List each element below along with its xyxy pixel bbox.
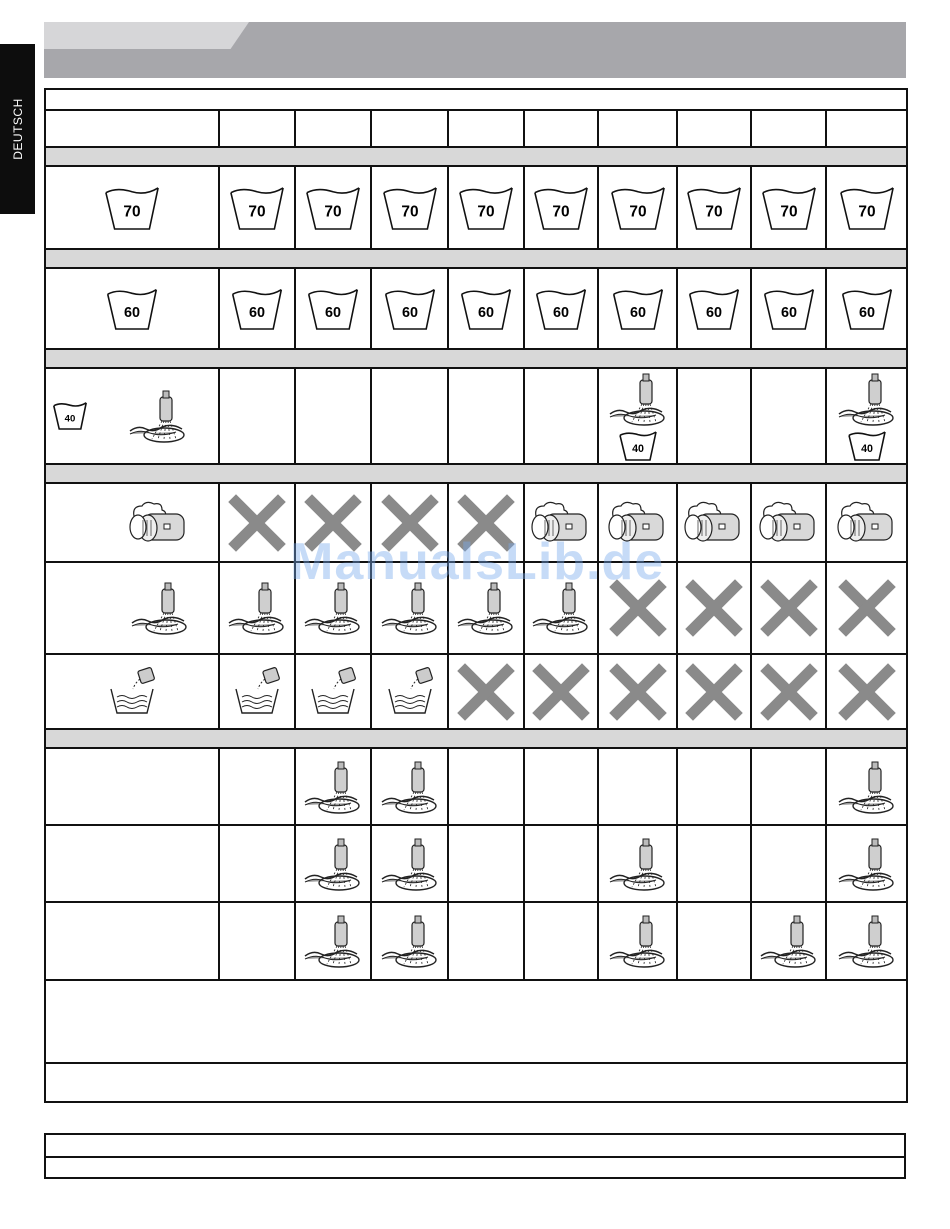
tumble-dryer-icon	[758, 500, 820, 546]
row-label-cell	[45, 483, 219, 562]
icon-group	[827, 758, 906, 816]
icon-group	[752, 663, 825, 721]
row-label-cell	[45, 902, 219, 980]
temperature-label: 60	[401, 304, 418, 321]
spray-bottle-icon	[380, 579, 440, 637]
spray-bottle-icon	[456, 579, 516, 637]
table-cell	[448, 368, 524, 464]
table-cell	[751, 368, 826, 464]
table-cell	[524, 368, 598, 464]
icon-group	[296, 758, 370, 816]
wash-tub-icon	[847, 430, 887, 462]
table-cell	[219, 268, 295, 349]
table-cell	[598, 654, 677, 729]
cross-icon	[685, 663, 743, 721]
cross-icon	[457, 663, 515, 721]
title-row	[45, 89, 907, 110]
spray-bottle-icon	[837, 835, 897, 893]
tumble-dryer-icon	[128, 500, 190, 546]
table-cell	[219, 483, 295, 562]
icon-group	[449, 494, 523, 552]
table-cell	[295, 825, 371, 902]
row-label-cell	[45, 654, 219, 729]
table-cell	[371, 562, 448, 654]
spray-bottle-icon	[303, 912, 363, 970]
title-cell	[45, 89, 907, 110]
table-cell	[598, 368, 677, 464]
wash-tub-icon	[383, 287, 437, 331]
table-cell	[677, 268, 751, 349]
header-highlight	[44, 22, 249, 49]
icon-group	[827, 835, 906, 893]
temperature-label: 60	[629, 304, 646, 321]
table-cell	[826, 166, 907, 249]
table-cell	[598, 483, 677, 562]
band-cell	[45, 249, 907, 268]
temperature-label: 70	[552, 202, 570, 220]
spray-bottle-icon	[608, 835, 668, 893]
icon-group	[599, 287, 676, 331]
header-cell	[826, 110, 907, 147]
table-cell	[371, 368, 448, 464]
spray-bottle-icon	[837, 912, 897, 970]
icon-group	[525, 579, 597, 637]
spray-bottle-icon	[837, 370, 897, 428]
table-cell	[448, 902, 524, 980]
table-cell	[448, 654, 524, 729]
spray-bottle-icon	[380, 758, 440, 816]
footer-box	[44, 1133, 906, 1179]
icon-group	[220, 287, 294, 331]
extra-row-2	[45, 825, 907, 902]
wash-tub-icon	[52, 401, 88, 431]
table-cell	[219, 654, 295, 729]
band-cell	[45, 147, 907, 166]
icon-group	[372, 758, 447, 816]
icon-group	[525, 287, 597, 331]
spray-bottle-icon	[608, 370, 668, 428]
header-cell	[448, 110, 524, 147]
cross-icon	[304, 494, 362, 552]
wash-tub-icon	[687, 287, 741, 331]
dryer-row	[45, 483, 907, 562]
table-cell	[751, 902, 826, 980]
tumble-dryer-icon	[530, 500, 592, 546]
row-label-cell	[45, 166, 219, 249]
table-cell	[219, 562, 295, 654]
header-cell	[295, 110, 371, 147]
table-cell	[524, 825, 598, 902]
row-label-cell	[45, 562, 219, 654]
icon-group	[46, 579, 218, 637]
header-cell	[371, 110, 448, 147]
icon-group	[599, 579, 676, 637]
temperature-label: 70	[123, 202, 141, 220]
spray-bottle-icon	[303, 835, 363, 893]
table-cell	[524, 654, 598, 729]
temperature-label: 70	[705, 202, 723, 220]
header-cell	[598, 110, 677, 147]
table-cell	[677, 748, 751, 825]
icon-group	[372, 185, 447, 231]
temperature-label: 60	[123, 304, 141, 321]
icon-group	[827, 185, 906, 231]
icon-group	[678, 663, 750, 721]
icon-group	[296, 667, 370, 717]
tumble-dryer-icon	[607, 500, 669, 546]
spray-bottle-icon	[380, 835, 440, 893]
table-cell	[826, 268, 907, 349]
table-cell	[448, 562, 524, 654]
tumble-dryer-icon	[683, 500, 745, 546]
language-label: DEUTSCH	[10, 98, 25, 160]
table-cell	[677, 902, 751, 980]
icon-group	[752, 500, 825, 546]
wash-tub-icon	[609, 185, 667, 231]
icon-group	[372, 912, 447, 970]
temperature-label: 70	[400, 202, 419, 220]
wash-tub-icon	[459, 287, 513, 331]
table-cell	[371, 166, 448, 249]
cross-icon	[609, 663, 667, 721]
band-cell	[45, 729, 907, 748]
table-cell	[751, 483, 826, 562]
temperature-label: 70	[248, 202, 266, 220]
table-cell	[524, 562, 598, 654]
icon-group	[827, 287, 906, 331]
table-cell	[751, 825, 826, 902]
cross-icon	[838, 663, 896, 721]
bleach-tub-icon	[385, 667, 435, 717]
icon-group	[372, 579, 447, 637]
table-cell	[371, 748, 448, 825]
temperature-label: 60	[705, 304, 723, 321]
cross-icon	[457, 494, 515, 552]
band-cell	[45, 349, 907, 368]
table-cell	[371, 483, 448, 562]
wash-tub-icon	[760, 185, 818, 231]
table-cell	[677, 654, 751, 729]
table-cell	[677, 825, 751, 902]
temperature-label: 60	[780, 304, 797, 321]
cross-icon	[532, 663, 590, 721]
table-cell	[295, 748, 371, 825]
temperature-label: 70	[779, 202, 798, 220]
temperature-label: 60	[248, 304, 266, 321]
spray-bottle-icon	[303, 579, 363, 637]
table-cell	[826, 902, 907, 980]
table-cell	[677, 368, 751, 464]
icon-group	[296, 287, 370, 331]
washing-table	[44, 88, 908, 1103]
cross-icon	[381, 494, 439, 552]
table-cell	[295, 368, 371, 464]
extra-row-1	[45, 748, 907, 825]
spray-bottle-icon	[128, 387, 188, 445]
wash-tub-icon	[534, 287, 588, 331]
row-label-cell	[45, 368, 219, 464]
wash-tub-icon	[381, 185, 439, 231]
icon-group	[220, 185, 294, 231]
icon-group	[752, 579, 825, 637]
extra-row-3	[45, 902, 907, 980]
footer-divider	[46, 1156, 904, 1158]
shower-row	[45, 562, 907, 654]
icon-group	[296, 579, 370, 637]
icon-group	[46, 287, 218, 331]
temperature-label: 60	[552, 304, 570, 321]
spray-bottle-icon	[837, 758, 897, 816]
temperature-label: 70	[857, 202, 876, 220]
footnote-cell	[45, 1063, 907, 1102]
table-cell	[371, 825, 448, 902]
table-cell	[448, 268, 524, 349]
wash-tub-icon	[103, 185, 161, 231]
table-cell	[751, 268, 826, 349]
temperature-label: 70	[628, 202, 647, 220]
table-cell	[598, 748, 677, 825]
cross-icon	[685, 579, 743, 637]
wash-tub-icon	[762, 287, 816, 331]
icon-group	[678, 287, 750, 331]
bleach-tub-icon	[308, 667, 358, 717]
icon-group	[449, 287, 523, 331]
bleach-tub-icon	[232, 667, 282, 717]
spray-bottle-icon	[380, 912, 440, 970]
icon-group	[525, 185, 597, 231]
header-bar	[44, 22, 906, 78]
icon-group	[46, 667, 218, 717]
icon-group	[678, 500, 750, 546]
table-cell	[826, 368, 907, 464]
wash-tub-icon	[304, 185, 362, 231]
icon-group	[525, 500, 597, 546]
icon-group	[752, 185, 825, 231]
notes-row	[45, 980, 907, 1063]
table-cell	[598, 902, 677, 980]
spray-bottle-icon	[227, 579, 287, 637]
wash-60-row	[45, 268, 907, 349]
icon-group	[599, 500, 676, 546]
band-row	[45, 147, 907, 166]
table-cell	[371, 654, 448, 729]
table-cell	[219, 166, 295, 249]
wash-40-row	[45, 368, 907, 464]
wash-70-row	[45, 166, 907, 249]
icon-group	[599, 835, 676, 893]
table-cell	[826, 562, 907, 654]
watermark: ManualsLib.de	[290, 533, 665, 591]
temperature-label: 40	[64, 413, 76, 425]
spray-bottle-icon	[130, 579, 190, 637]
header-cell	[751, 110, 826, 147]
icon-group	[372, 494, 447, 552]
band-row	[45, 464, 907, 483]
row-label-cell	[45, 748, 219, 825]
wash-tub-icon	[618, 430, 658, 462]
table-cell	[677, 166, 751, 249]
table-cell	[219, 902, 295, 980]
icon-group	[372, 287, 447, 331]
table-cell	[751, 654, 826, 729]
table-cell	[677, 483, 751, 562]
table-cell	[219, 368, 295, 464]
spray-bottle-icon	[608, 912, 668, 970]
table-cell	[524, 166, 598, 249]
temperature-label: 70	[324, 202, 342, 220]
icon-group	[525, 663, 597, 721]
table-cell	[219, 825, 295, 902]
icon-group	[449, 185, 523, 231]
table-cell	[598, 562, 677, 654]
band-row	[45, 349, 907, 368]
table-cell	[371, 902, 448, 980]
row-label-cell	[45, 825, 219, 902]
cross-icon	[838, 579, 896, 637]
temperature-label: 70	[477, 202, 495, 220]
wash-tub-icon	[457, 185, 515, 231]
icon-group	[827, 663, 906, 721]
header-cell	[524, 110, 598, 147]
icon-group	[220, 667, 294, 717]
icon-group	[827, 912, 906, 970]
wash-tub-icon	[840, 287, 894, 331]
icon-group	[827, 370, 906, 462]
icon-group	[46, 185, 218, 231]
table-cell	[448, 748, 524, 825]
table-cell	[826, 654, 907, 729]
table-cell	[295, 562, 371, 654]
icon-group	[296, 185, 370, 231]
header-cell	[219, 110, 295, 147]
temperature-label: 40	[860, 442, 873, 455]
wash-tub-icon	[532, 185, 590, 231]
table-cell	[524, 902, 598, 980]
table-cell	[826, 825, 907, 902]
wash-tub-icon	[230, 287, 284, 331]
table-cell	[448, 166, 524, 249]
table-cell	[524, 483, 598, 562]
bleach-tub-icon	[107, 667, 157, 717]
icon-group	[599, 912, 676, 970]
icon-group	[372, 835, 447, 893]
table-cell	[371, 268, 448, 349]
header-row	[45, 110, 907, 147]
band-cell	[45, 464, 907, 483]
wash-tub-icon	[105, 287, 159, 331]
table-cell	[524, 748, 598, 825]
icon-group	[449, 663, 523, 721]
table-cell	[295, 483, 371, 562]
wash-tub-icon	[306, 287, 360, 331]
table-cell	[295, 268, 371, 349]
table-cell	[448, 825, 524, 902]
temperature-label: 40	[631, 442, 644, 455]
table-cell	[598, 268, 677, 349]
band-row	[45, 249, 907, 268]
icon-group	[678, 185, 750, 231]
icon-group	[220, 579, 294, 637]
table-cell	[295, 166, 371, 249]
cross-icon	[228, 494, 286, 552]
temperature-label: 60	[324, 304, 342, 321]
temperature-label: 60	[477, 304, 495, 321]
wash-tub-icon	[685, 185, 743, 231]
cross-icon	[609, 579, 667, 637]
language-tab	[0, 44, 35, 214]
tumble-dryer-icon	[836, 500, 898, 546]
table-cell	[751, 562, 826, 654]
table-cell	[751, 166, 826, 249]
table-cell	[598, 825, 677, 902]
spray-bottle-icon	[531, 579, 591, 637]
icon-group	[678, 579, 750, 637]
spray-bottle-icon	[303, 758, 363, 816]
icon-group	[372, 667, 447, 717]
table-cell	[448, 483, 524, 562]
table-cell	[751, 748, 826, 825]
temperature-label: 60	[858, 304, 875, 321]
notes-cell	[45, 980, 907, 1063]
header-cell	[677, 110, 751, 147]
icon-group	[827, 579, 906, 637]
table-cell	[295, 654, 371, 729]
icon-group	[827, 500, 906, 546]
wash-tub-icon	[838, 185, 896, 231]
icon-group	[220, 494, 294, 552]
icon-group	[752, 287, 825, 331]
icon-group	[752, 912, 825, 970]
table-cell	[598, 166, 677, 249]
icon-group	[296, 494, 370, 552]
table-cell	[295, 902, 371, 980]
icon-group	[46, 500, 218, 546]
spray-bottle-icon	[759, 912, 819, 970]
wash-tub-icon	[228, 185, 286, 231]
cross-icon	[760, 579, 818, 637]
icon-group	[599, 663, 676, 721]
table-cell	[677, 562, 751, 654]
footnote-row	[45, 1063, 907, 1102]
table-cell	[219, 748, 295, 825]
icon-group	[296, 912, 370, 970]
cross-icon	[760, 663, 818, 721]
icon-group	[296, 835, 370, 893]
header-label-cell	[45, 110, 219, 147]
icon-group	[599, 185, 676, 231]
table-cell	[826, 483, 907, 562]
table-cell	[826, 748, 907, 825]
icon-group	[449, 579, 523, 637]
table-cell	[524, 268, 598, 349]
label-icon-group	[46, 387, 218, 445]
band-row	[45, 729, 907, 748]
icon-group	[599, 370, 676, 462]
wash-tub-icon	[611, 287, 665, 331]
bleach-row	[45, 654, 907, 729]
row-label-cell	[45, 268, 219, 349]
